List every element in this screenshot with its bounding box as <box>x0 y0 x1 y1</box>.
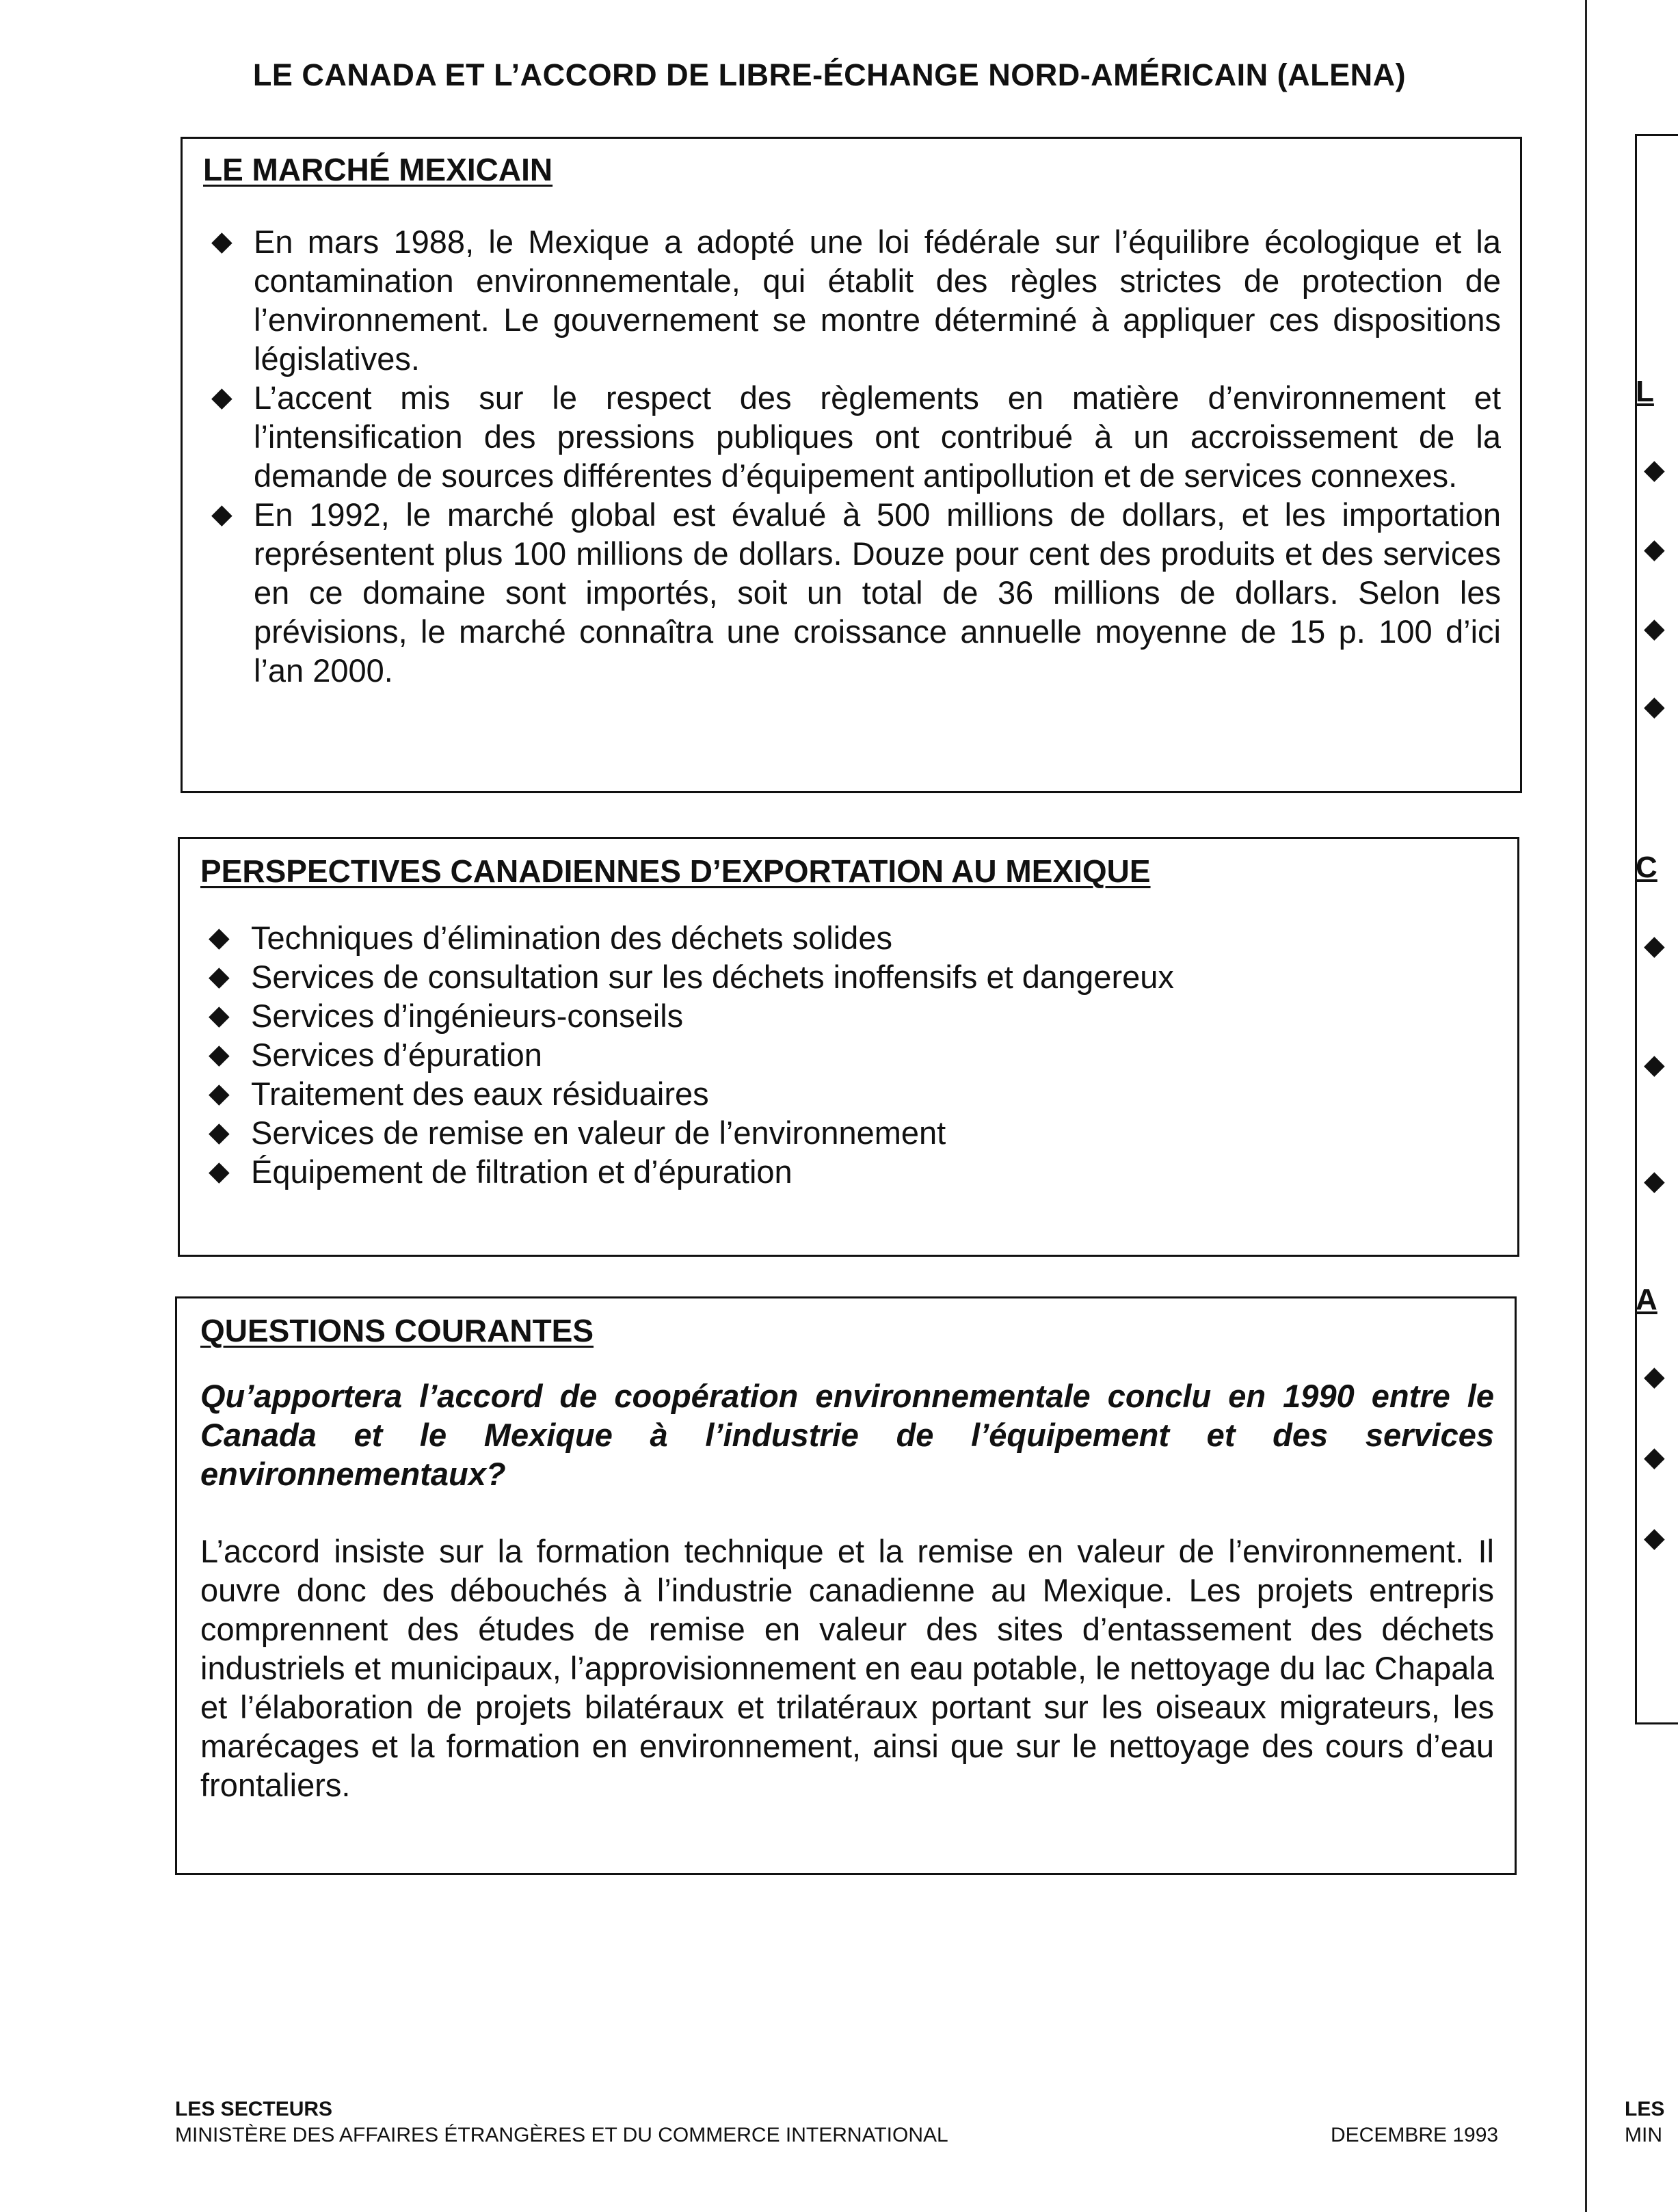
faq-answer: L’accord insiste sur la formation technique et la remise en valeur de l’environnement. Il ouvre donc des débouchés à l’industrie canadienne au Mexique. Les projets entrepris comprennent des études de remise en valeur des sites d’entassement des déchets industriels et municipaux, l’approvisionnement en eau potable, le nettoyage du lac Chapala et l’élaboration de projets bilatéraux et trilatéraux portant sur les oiseaux migrateurs, les marécages et la formation en environnement, ainsi que sur le nettoyage des cours d’eau frontaliers. <box>200 1533 1494 1803</box>
footer-ministry: MINISTÈRE DES AFFAIRES ÉTRANGÈRES ET DU COMMERCE INTERNATIONAL <box>175 2124 948 2146</box>
export-prospects-box <box>178 837 1519 1257</box>
market-box <box>181 137 1522 793</box>
diamond-bullet-icon: ◆ <box>211 382 232 412</box>
diamond-bullet-icon: ◆ <box>211 499 232 529</box>
list-item: ◆ Services d’ingénieurs-conseils <box>209 998 684 1034</box>
adjacent-letter-l: L <box>1636 375 1654 408</box>
footer-section: LES SECTEURS <box>175 2098 333 2120</box>
export-prospects-heading: PERSPECTIVES CANADIENNES D’EXPORTATION AU MEXIQUE <box>200 853 1151 889</box>
document-title: LE CANADA ET L’ACCORD DE LIBRE-ÉCHANGE NORD-AMÉRICAIN (ALENA) <box>252 57 1407 92</box>
list-item: ◆ Techniques d’élimination des déchets solides <box>209 920 892 956</box>
faq-heading: QUESTIONS COURANTES <box>200 1313 594 1348</box>
market-heading: LE MARCHÉ MEXICAIN <box>203 152 553 187</box>
diamond-bullet-icon: ◆ <box>209 1156 230 1186</box>
adjacent-footer-ministry: MIN <box>1625 2124 1662 2146</box>
diamond-bullet-icon: ◆ <box>1644 1166 1665 1196</box>
export-prospects-list <box>200 918 1498 1191</box>
diamond-bullet-icon: ◆ <box>209 1039 230 1069</box>
list-item: ◆ Services d’épuration <box>209 1037 542 1073</box>
diamond-bullet-icon: ◆ <box>209 922 230 952</box>
diamond-bullet-icon: ◆ <box>1644 1442 1665 1472</box>
footer-left <box>175 2096 948 2148</box>
diamond-bullet-icon: ◆ <box>1644 613 1665 643</box>
diamond-bullet-icon: ◆ <box>209 1000 230 1030</box>
footer-date: DECEMBRE 1993 <box>1331 2124 1499 2146</box>
diamond-bullet-icon: ◆ <box>1644 1523 1665 1553</box>
diamond-bullet-icon: ◆ <box>1644 1050 1665 1080</box>
diamond-bullet-icon: ◆ <box>1644 455 1665 485</box>
list-item: ◆ En mars 1988, le Mexique a adopté une loi fédérale sur l’équilibre écologique et la contamination environnementale, qui établit des règles strictes de protection de l’environnement. Le gouvernement se montre déterminé à appliquer ces dispositions législatives. <box>211 224 1501 377</box>
diamond-bullet-icon: ◆ <box>1644 1361 1665 1391</box>
list-item: ◆ Équipement de filtration et d’épuration <box>209 1154 793 1190</box>
list-item: ◆ Traitement des eaux résiduaires <box>209 1076 709 1112</box>
adjacent-page-box <box>1635 134 1678 1724</box>
adjacent-letter-a: A <box>1636 1283 1657 1316</box>
list-item: ◆ Services de consultation sur les déchets inoffensifs et dangereux <box>209 959 1174 995</box>
diamond-bullet-icon: ◆ <box>209 1078 230 1108</box>
diamond-bullet-icon: ◆ <box>209 961 230 991</box>
adjacent-page-edge <box>1585 0 1661 2212</box>
list-item: ◆ Services de remise en valeur de l’environnement <box>209 1115 946 1151</box>
adjacent-letter-c: C <box>1636 851 1657 884</box>
diamond-bullet-icon: ◆ <box>1644 534 1665 564</box>
list-item: ◆ L’accent mis sur le respect des règlements en matière d’environnement et l’intensification des pressions publiques ont contribué à un accroissement de la demande de sources différentes d’équipement antipollution et de services connexes. <box>211 379 1501 494</box>
adjacent-footer-section: LES <box>1625 2098 1665 2120</box>
faq-question: Qu’apportera l’accord de coopération environnementale conclu en 1990 entre le Canada et le Mexique à l’industrie de l’équipement et des services environnementaux? <box>200 1378 1494 1492</box>
faq-box <box>175 1296 1517 1875</box>
diamond-bullet-icon: ◆ <box>1644 691 1665 721</box>
list-item: ◆ En 1992, le marché global est évalué à 500 millions de dollars, et les importation représentent plus 100 millions de dollars. Douze pour cent des produits et des services en ce domaine sont importés, soit un total de 36 millions de dollars. Selon les prévisions, le marché connaîtra une croissance annuelle moyenne de 15 p. 100 d’ici l’an 2000. <box>211 496 1501 689</box>
diamond-bullet-icon: ◆ <box>211 226 232 256</box>
diamond-bullet-icon: ◆ <box>209 1117 230 1147</box>
market-bullet-list <box>203 222 1501 690</box>
diamond-bullet-icon: ◆ <box>1644 931 1665 961</box>
